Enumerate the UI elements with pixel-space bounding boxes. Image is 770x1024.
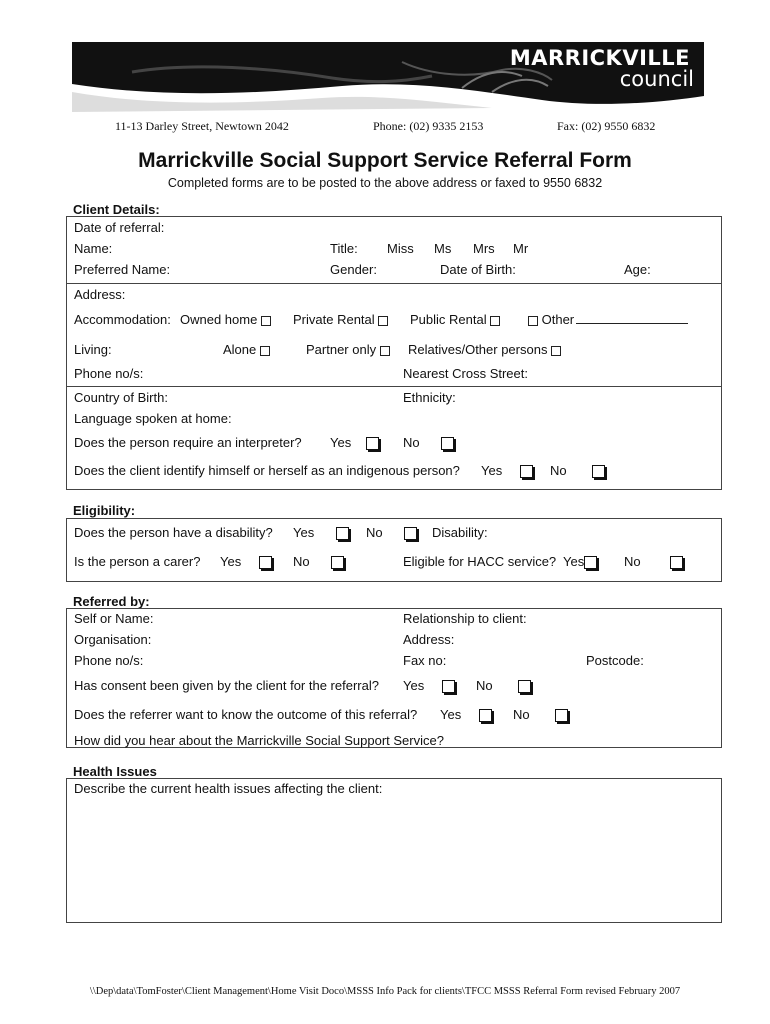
carer-question: Is the person a carer? bbox=[74, 554, 201, 569]
interpreter-yes[interactable] bbox=[330, 435, 379, 450]
cross-street-label: Nearest Cross Street: bbox=[403, 366, 528, 381]
client-phone-label: Phone no/s: bbox=[74, 366, 144, 381]
carer-no[interactable] bbox=[293, 554, 344, 569]
logo-council: council bbox=[619, 67, 694, 91]
no-label: No bbox=[293, 554, 310, 569]
title-option-mr[interactable]: Mr bbox=[513, 241, 529, 256]
disability-yes-checkbox[interactable] bbox=[336, 527, 349, 540]
hacc-yes-checkbox[interactable] bbox=[584, 556, 597, 569]
council-address: 11-13 Darley Street, Newtown 2042 bbox=[115, 119, 289, 133]
postcode-label: Postcode: bbox=[586, 653, 644, 668]
title-option-ms[interactable]: Ms bbox=[434, 241, 452, 256]
indigenous-no[interactable] bbox=[550, 463, 605, 478]
outcome-yes-checkbox[interactable] bbox=[479, 709, 492, 722]
private-rental-label: Private Rental bbox=[293, 312, 375, 327]
disability-yes[interactable] bbox=[293, 525, 349, 540]
owned-home-option[interactable] bbox=[180, 312, 271, 327]
hacc-label: Eligible for HACC service? bbox=[403, 554, 557, 569]
title-option-mrs[interactable]: Mrs bbox=[473, 241, 495, 256]
divider bbox=[66, 283, 721, 284]
no-label: No bbox=[624, 554, 641, 569]
interpreter-question: Does the person require an interpreter? bbox=[74, 435, 302, 450]
client-name-label: Name: bbox=[74, 241, 113, 256]
public-rental-label: Public Rental bbox=[410, 312, 487, 327]
public-rental-checkbox[interactable] bbox=[490, 316, 500, 326]
partner-only-option[interactable] bbox=[306, 342, 390, 357]
dob-label: Date of Birth: bbox=[440, 262, 516, 277]
disability-no-checkbox[interactable] bbox=[404, 527, 417, 540]
alone-checkbox[interactable] bbox=[260, 346, 270, 356]
form-title: Marrickville Social Support Service Referral Form bbox=[138, 149, 632, 172]
carer-yes-checkbox[interactable] bbox=[259, 556, 272, 569]
referred-by-heading: Referred by: bbox=[73, 594, 150, 609]
indigenous-yes[interactable] bbox=[481, 463, 533, 478]
no-label: No bbox=[366, 525, 383, 540]
consent-yes[interactable] bbox=[403, 678, 455, 693]
client-details-heading: Client Details: bbox=[73, 202, 160, 217]
preferred-name-label: Preferred Name: bbox=[74, 262, 171, 277]
eligibility-heading: Eligibility: bbox=[73, 503, 136, 518]
other-underline[interactable] bbox=[576, 312, 688, 324]
yes-label: Yes bbox=[440, 707, 462, 722]
yes-label: Yes bbox=[481, 463, 503, 478]
gender-label: Gender: bbox=[330, 262, 377, 277]
organisation-label: Organisation: bbox=[74, 632, 152, 647]
alone-option[interactable] bbox=[223, 342, 270, 357]
divider bbox=[66, 386, 721, 387]
other-label: Other bbox=[541, 312, 575, 327]
relatives-checkbox[interactable] bbox=[551, 346, 561, 356]
living-label: Living: bbox=[74, 342, 112, 357]
indigenous-yes-checkbox[interactable] bbox=[520, 465, 533, 478]
no-label: No bbox=[403, 435, 420, 450]
disability-question: Does the person have a disability? bbox=[74, 525, 273, 540]
language-label: Language spoken at home: bbox=[74, 411, 232, 426]
consent-no[interactable] bbox=[476, 678, 531, 693]
no-label: No bbox=[513, 707, 530, 722]
yes-label: Yes bbox=[220, 554, 242, 569]
interpreter-no-checkbox[interactable] bbox=[441, 437, 454, 450]
relatives-option[interactable] bbox=[408, 342, 561, 357]
interpreter-yes-checkbox[interactable] bbox=[366, 437, 379, 450]
outcome-yes[interactable] bbox=[440, 707, 492, 722]
council-banner bbox=[72, 42, 704, 112]
fax-label: Fax no: bbox=[403, 653, 447, 668]
council-phone: Phone: (02) 9335 2153 bbox=[373, 119, 484, 133]
outcome-question: Does the referrer want to know the outcome of this referral? bbox=[74, 707, 418, 722]
logo-marrickville: MARRICKVILLE bbox=[509, 46, 690, 70]
date-of-referral-label: Date of referral: bbox=[74, 220, 165, 235]
health-issues-box[interactable] bbox=[66, 778, 722, 923]
country-of-birth-label: Country of Birth: bbox=[74, 390, 168, 405]
accommodation-label: Accommodation: bbox=[74, 312, 171, 327]
council-fax: Fax: (02) 9550 6832 bbox=[557, 119, 656, 133]
carer-yes[interactable] bbox=[220, 554, 272, 569]
age-label: Age: bbox=[624, 262, 651, 277]
consent-no-checkbox[interactable] bbox=[518, 680, 531, 693]
disability-no[interactable] bbox=[366, 525, 417, 540]
client-address-label: Address: bbox=[74, 287, 126, 302]
self-or-name-label: Self or Name: bbox=[74, 611, 154, 626]
other-option[interactable] bbox=[528, 312, 688, 327]
footer-file-path: \\Dep\data\TomFoster\Client Management\Home Visit Doco\MSSS Info Pack for clients\TFCC MSSS Referral Form revised February 2007 bbox=[89, 986, 681, 997]
no-label: No bbox=[476, 678, 493, 693]
hacc-no[interactable] bbox=[624, 554, 683, 569]
private-rental-option[interactable] bbox=[293, 312, 388, 327]
referrer-address-label: Address: bbox=[403, 632, 455, 647]
private-rental-checkbox[interactable] bbox=[378, 316, 388, 326]
form-subtitle: Completed forms are to be posted to the above address or faxed to 9550 6832 bbox=[167, 176, 603, 190]
relatives-label: Relatives/Other persons bbox=[408, 342, 548, 357]
title-label: Title: bbox=[330, 241, 358, 256]
carer-no-checkbox[interactable] bbox=[331, 556, 344, 569]
title-option-miss[interactable]: Miss bbox=[387, 241, 414, 256]
yes-label: Yes bbox=[293, 525, 315, 540]
consent-yes-checkbox[interactable] bbox=[442, 680, 455, 693]
outcome-no[interactable] bbox=[513, 707, 568, 722]
hear-about-question: How did you hear about the Marrickville Social Support Service? bbox=[74, 733, 444, 748]
consent-question: Has consent been given by the client for the referral? bbox=[74, 678, 379, 693]
yes-label: Yes bbox=[330, 435, 352, 450]
interpreter-no[interactable] bbox=[403, 435, 454, 450]
other-checkbox[interactable] bbox=[528, 316, 538, 326]
yes-label: Yes bbox=[403, 678, 425, 693]
hacc-no-checkbox[interactable] bbox=[670, 556, 683, 569]
outcome-no-checkbox[interactable] bbox=[555, 709, 568, 722]
partner-only-label: Partner only bbox=[306, 342, 377, 357]
yes-label: Yes bbox=[563, 554, 585, 569]
partner-only-checkbox[interactable] bbox=[380, 346, 390, 356]
hacc-yes[interactable] bbox=[563, 554, 597, 569]
referrer-phone-label: Phone no/s: bbox=[74, 653, 144, 668]
relationship-label: Relationship to client: bbox=[403, 611, 527, 626]
alone-label: Alone bbox=[223, 342, 257, 357]
health-issues-prompt: Describe the current health issues affecting the client: bbox=[74, 781, 383, 796]
ethnicity-label: Ethnicity: bbox=[403, 390, 456, 405]
indigenous-question: Does the client identify himself or herself as an indigenous person? bbox=[74, 463, 460, 478]
health-issues-heading: Health Issues bbox=[73, 764, 157, 779]
disability-label: Disability: bbox=[432, 525, 488, 540]
indigenous-no-checkbox[interactable] bbox=[592, 465, 605, 478]
no-label: No bbox=[550, 463, 567, 478]
owned-home-label: Owned home bbox=[180, 312, 258, 327]
public-rental-option[interactable] bbox=[410, 312, 500, 327]
owned-home-checkbox[interactable] bbox=[261, 316, 271, 326]
